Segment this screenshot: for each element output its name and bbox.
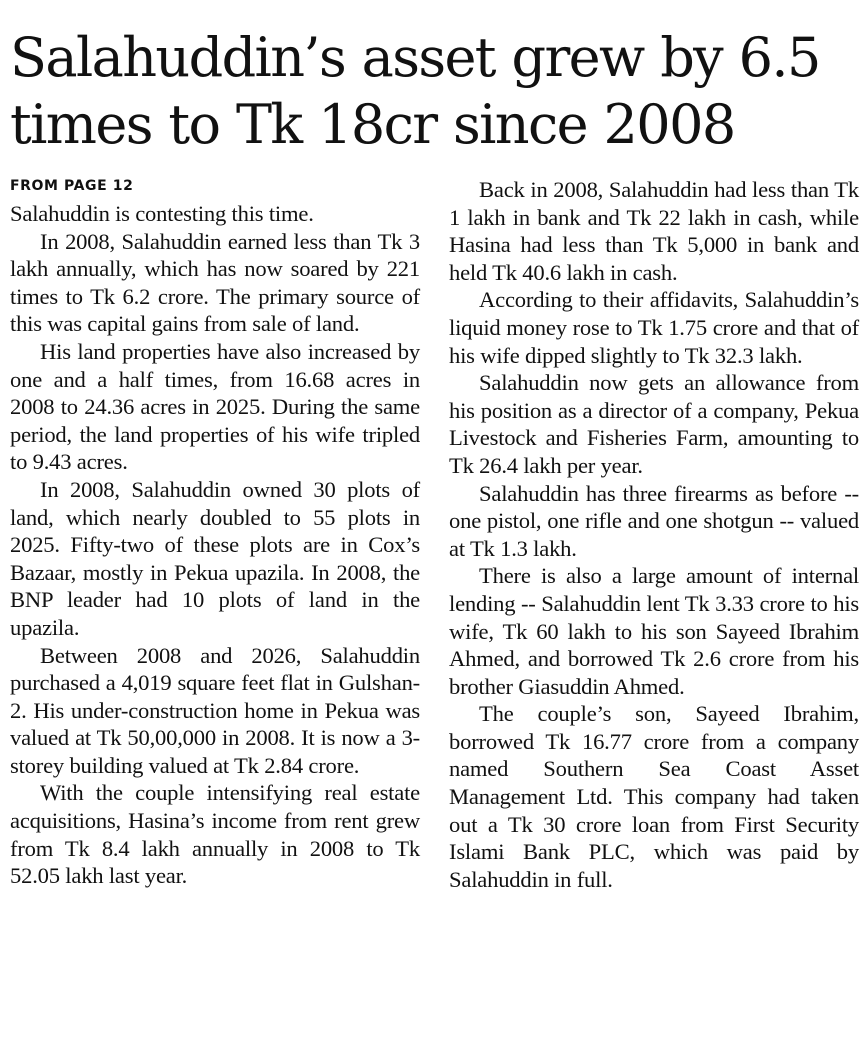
paragraph: Salahuddin has three firearms as before -- one pistol, one rifle and one shotgun -- valued at Tk 1.3 lakh.	[449, 480, 859, 561]
paragraph: According to their affidavits, Salahuddin’s liquid money rose to Tk 1.75 crore and that of his wife dipped slightly to Tk 32.3 lakh.	[449, 287, 859, 368]
headline: Salahuddin’s asset grew by 6.5 times to Tk 18cr since 2008	[10, 26, 820, 156]
paragraph: There is also a large amount of internal lending -- Salahuddin lent Tk 3.33 crore to his wife, Tk 60 lakh to his son Sayeed Ibrahim Ahmed, and borrowed Tk 2.6 crore from his brother Giasuddin Ahmed.	[449, 563, 859, 699]
paragraph: Salahuddin is contesting this time.	[10, 201, 314, 226]
paragraph: In 2008, Salahuddin earned less than Tk 3 lakh annually, which has now soared by 221 times to Tk 6.2 crore. The primary source of this was capital gains from sale of land.	[10, 228, 420, 337]
left-column	[10, 176, 420, 890]
paragraph: Between 2008 and 2026, Salahuddin purchased a 4,019 square feet flat in Gulshan-2. His under-construction home in Pekua was valued at Tk 50,00,000 in 2008. It is now a 3-storey building valued at Tk 2.84 crore.	[10, 642, 420, 778]
paragraph: Salahuddin now gets an allowance from his position as a director of a company, Pekua Livestock and Fisheries Farm, amounting to Tk 26.4 lakh per year.	[449, 370, 859, 478]
paragraph: Back in 2008, Salahuddin had less than Tk 1 lakh in bank and Tk 22 lakh in cash, while Hasina had less than Tk 5,000 in bank and held Tk 40.6 lakh in cash.	[449, 177, 859, 285]
paragraph: The couple’s son, Sayeed Ibrahim, borrowed Tk 16.77 crore from a company named Southern Sea Coast Asset Management Ltd. This company had taken out a Tk 30 crore loan from First Security Islami Bank PLC, which was paid by Salahuddin in full.	[449, 701, 859, 892]
paragraph: In 2008, Salahuddin owned 30 plots of land, which nearly doubled to 55 plots in 2025. Fifty-two of these plots are in Cox’s Bazaar, mostly in Pekua upazila. In 2008, the BNP leader had 10 plots of land in the upazila.	[10, 476, 420, 640]
paragraph: His land properties have also increased by one and a half times, from 16.68 acres in 2008 to 24.36 acres in 2025. During the same period, the land properties of his wife tripled to 9.43 acres.	[10, 338, 420, 475]
paragraph: With the couple intensifying real estate acquisitions, Hasina’s income from rent grew from Tk 8.4 lakh annually in 2008 to Tk 52.05 lakh last year.	[10, 780, 420, 889]
right-column	[449, 176, 859, 893]
kicker: FROM PAGE 12	[10, 178, 134, 194]
